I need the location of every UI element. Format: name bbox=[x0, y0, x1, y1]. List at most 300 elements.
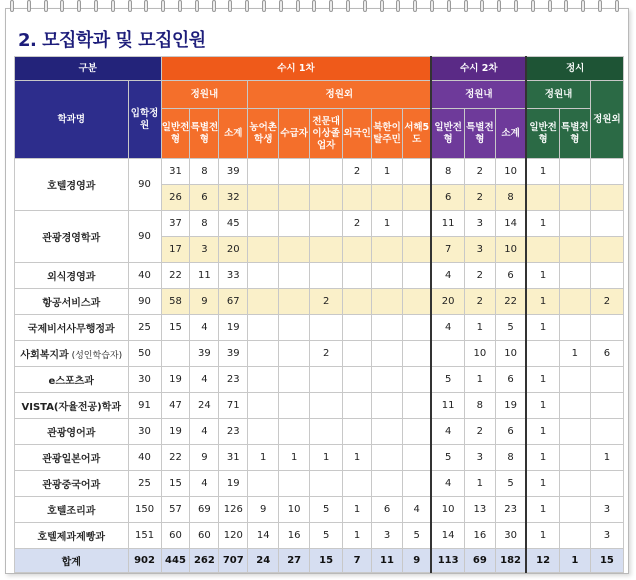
binder-ring bbox=[10, 0, 14, 12]
binder-ring bbox=[94, 0, 98, 12]
binder-ring bbox=[363, 0, 367, 12]
binder-ring bbox=[111, 0, 115, 12]
table-row bbox=[15, 341, 624, 367]
count-cell: 11 bbox=[431, 393, 464, 419]
count-cell bbox=[590, 211, 623, 237]
count-cell: 1 bbox=[526, 367, 559, 393]
count-cell bbox=[310, 211, 343, 237]
quota-cell: 25 bbox=[128, 471, 161, 497]
count-cell: 5 bbox=[431, 367, 464, 393]
count-cell bbox=[559, 445, 590, 471]
count-cell: 19 bbox=[219, 315, 248, 341]
count-cell bbox=[559, 471, 590, 497]
count-cell: 2 bbox=[464, 419, 495, 445]
count-cell: 10 bbox=[464, 341, 495, 367]
count-cell bbox=[310, 471, 343, 497]
count-cell bbox=[402, 289, 431, 315]
total-cell: 1 bbox=[559, 549, 590, 573]
header-susi1: 수시 1차 bbox=[161, 57, 431, 81]
header-js-out: 정원외 bbox=[590, 81, 623, 159]
count-cell bbox=[590, 393, 623, 419]
count-cell: 39 bbox=[190, 341, 219, 367]
count-cell bbox=[248, 289, 279, 315]
count-cell: 1 bbox=[526, 211, 559, 237]
table-row bbox=[15, 263, 624, 289]
count-cell: 24 bbox=[190, 393, 219, 419]
binder-ring bbox=[430, 0, 434, 12]
count-cell bbox=[590, 367, 623, 393]
table-row bbox=[15, 367, 624, 393]
count-cell: 120 bbox=[219, 523, 248, 549]
count-cell: 17 bbox=[161, 237, 190, 263]
total-cell: 9 bbox=[402, 549, 431, 573]
count-cell: 69 bbox=[190, 497, 219, 523]
count-cell: 10 bbox=[279, 497, 310, 523]
binder-ring bbox=[178, 0, 182, 12]
count-cell bbox=[343, 315, 372, 341]
binder-ring bbox=[60, 0, 64, 12]
count-cell bbox=[590, 471, 623, 497]
count-cell bbox=[279, 289, 310, 315]
count-cell: 8 bbox=[190, 159, 219, 185]
count-cell bbox=[526, 237, 559, 263]
count-cell bbox=[279, 211, 310, 237]
dept-name: e스포츠과 bbox=[15, 367, 129, 393]
total-cell: 27 bbox=[279, 549, 310, 573]
total-cell: 445 bbox=[161, 549, 190, 573]
col-s2-general: 일반전형 bbox=[431, 109, 464, 159]
count-cell: 14 bbox=[431, 523, 464, 549]
count-cell bbox=[402, 367, 431, 393]
count-cell: 8 bbox=[495, 185, 526, 211]
total-cell: 15 bbox=[310, 549, 343, 573]
count-cell bbox=[248, 471, 279, 497]
table-row bbox=[15, 523, 624, 549]
count-cell bbox=[372, 445, 403, 471]
count-cell bbox=[590, 315, 623, 341]
count-cell bbox=[526, 185, 559, 211]
quota-cell: 30 bbox=[128, 419, 161, 445]
count-cell: 1 bbox=[343, 497, 372, 523]
count-cell: 5 bbox=[495, 471, 526, 497]
count-cell: 2 bbox=[464, 263, 495, 289]
count-cell: 4 bbox=[431, 419, 464, 445]
col-s2-special: 특별전형 bbox=[464, 109, 495, 159]
count-cell: 3 bbox=[372, 523, 403, 549]
count-cell: 1 bbox=[526, 263, 559, 289]
count-cell bbox=[559, 289, 590, 315]
count-cell: 1 bbox=[343, 523, 372, 549]
count-cell: 1 bbox=[526, 393, 559, 419]
count-cell bbox=[372, 341, 403, 367]
quota-cell: 151 bbox=[128, 523, 161, 549]
count-cell bbox=[402, 393, 431, 419]
binder-ring bbox=[44, 0, 48, 12]
count-cell: 2 bbox=[343, 211, 372, 237]
table-row bbox=[15, 445, 624, 471]
count-cell bbox=[590, 419, 623, 445]
header-s2-in: 정원내 bbox=[431, 81, 526, 109]
count-cell bbox=[559, 237, 590, 263]
count-cell: 8 bbox=[431, 159, 464, 185]
header-group: 구분 bbox=[15, 57, 162, 81]
table-row bbox=[15, 419, 624, 445]
count-cell bbox=[279, 237, 310, 263]
count-cell: 1 bbox=[464, 367, 495, 393]
count-cell: 32 bbox=[219, 185, 248, 211]
count-cell bbox=[590, 185, 623, 211]
count-cell: 1 bbox=[279, 445, 310, 471]
count-cell: 23 bbox=[219, 367, 248, 393]
count-cell bbox=[372, 419, 403, 445]
count-cell: 10 bbox=[431, 497, 464, 523]
count-cell bbox=[402, 237, 431, 263]
binder-ring bbox=[447, 0, 451, 12]
count-cell: 26 bbox=[161, 185, 190, 211]
count-cell bbox=[402, 211, 431, 237]
table-row bbox=[15, 159, 624, 185]
count-cell: 31 bbox=[219, 445, 248, 471]
dept-name: 호텔제과제빵과 bbox=[15, 523, 129, 549]
count-cell: 5 bbox=[310, 497, 343, 523]
binder-ring bbox=[228, 0, 232, 12]
header-dept: 학과명 bbox=[15, 81, 129, 159]
count-cell: 60 bbox=[161, 523, 190, 549]
total-cell: 24 bbox=[248, 549, 279, 573]
count-cell bbox=[279, 367, 310, 393]
count-cell: 20 bbox=[219, 237, 248, 263]
count-cell: 16 bbox=[464, 523, 495, 549]
count-cell: 4 bbox=[431, 471, 464, 497]
count-cell bbox=[372, 237, 403, 263]
dept-name: 항공서비스과 bbox=[15, 289, 129, 315]
table-row bbox=[15, 211, 624, 237]
count-cell bbox=[279, 315, 310, 341]
count-cell bbox=[310, 185, 343, 211]
col-s1-special: 특별전형 bbox=[190, 109, 219, 159]
count-cell bbox=[372, 367, 403, 393]
count-cell: 19 bbox=[495, 393, 526, 419]
col-s1-foreign: 외국인 bbox=[343, 109, 372, 159]
count-cell: 14 bbox=[495, 211, 526, 237]
col-js-general: 일반전형 bbox=[526, 109, 559, 159]
count-cell: 1 bbox=[590, 445, 623, 471]
quota-cell: 40 bbox=[128, 263, 161, 289]
count-cell: 3 bbox=[464, 211, 495, 237]
count-cell: 126 bbox=[219, 497, 248, 523]
count-cell bbox=[431, 341, 464, 367]
count-cell: 2 bbox=[464, 185, 495, 211]
count-cell bbox=[402, 471, 431, 497]
count-cell: 3 bbox=[190, 237, 219, 263]
count-cell: 11 bbox=[190, 263, 219, 289]
count-cell: 1 bbox=[372, 159, 403, 185]
count-cell bbox=[343, 393, 372, 419]
count-cell: 6 bbox=[590, 341, 623, 367]
count-cell: 3 bbox=[590, 523, 623, 549]
count-cell: 30 bbox=[495, 523, 526, 549]
binder-ring bbox=[195, 0, 199, 12]
count-cell bbox=[343, 341, 372, 367]
count-cell: 1 bbox=[526, 497, 559, 523]
col-s1-farm: 농어촌학생 bbox=[248, 109, 279, 159]
total-cell: 182 bbox=[495, 549, 526, 573]
count-cell: 2 bbox=[310, 289, 343, 315]
binder-ring bbox=[144, 0, 148, 12]
count-cell bbox=[372, 393, 403, 419]
count-cell: 2 bbox=[464, 289, 495, 315]
count-cell: 5 bbox=[402, 523, 431, 549]
count-cell: 39 bbox=[219, 159, 248, 185]
count-cell bbox=[343, 367, 372, 393]
quota-cell: 40 bbox=[128, 445, 161, 471]
count-cell bbox=[402, 419, 431, 445]
binder-ring bbox=[564, 0, 568, 12]
count-cell: 10 bbox=[495, 237, 526, 263]
header-susi2: 수시 2차 bbox=[431, 57, 526, 81]
count-cell bbox=[402, 185, 431, 211]
total-cell: 262 bbox=[190, 549, 219, 573]
quota-cell: 90 bbox=[128, 159, 161, 211]
count-cell bbox=[402, 341, 431, 367]
total-quota: 902 bbox=[128, 549, 161, 573]
count-cell: 14 bbox=[248, 523, 279, 549]
count-cell: 3 bbox=[464, 237, 495, 263]
table-body bbox=[15, 159, 624, 573]
binder-ring bbox=[77, 0, 81, 12]
count-cell: 15 bbox=[161, 315, 190, 341]
count-cell: 4 bbox=[190, 315, 219, 341]
binder-ring bbox=[413, 0, 417, 12]
total-cell: 11 bbox=[372, 549, 403, 573]
count-cell: 2 bbox=[590, 289, 623, 315]
binder-ring bbox=[312, 0, 316, 12]
count-cell bbox=[161, 341, 190, 367]
count-cell bbox=[279, 159, 310, 185]
binder-ring bbox=[380, 0, 384, 12]
count-cell: 37 bbox=[161, 211, 190, 237]
count-cell: 22 bbox=[495, 289, 526, 315]
total-cell: 15 bbox=[590, 549, 623, 573]
count-cell bbox=[248, 419, 279, 445]
count-cell: 1 bbox=[526, 445, 559, 471]
count-cell bbox=[372, 263, 403, 289]
count-cell: 2 bbox=[310, 341, 343, 367]
binder-ring bbox=[581, 0, 585, 12]
count-cell bbox=[248, 367, 279, 393]
count-cell bbox=[343, 263, 372, 289]
count-cell bbox=[310, 237, 343, 263]
binder-ring bbox=[245, 0, 249, 12]
count-cell bbox=[279, 185, 310, 211]
count-cell bbox=[248, 211, 279, 237]
count-cell bbox=[279, 471, 310, 497]
count-cell bbox=[343, 289, 372, 315]
total-row bbox=[15, 549, 624, 573]
count-cell bbox=[248, 237, 279, 263]
binder-ring bbox=[329, 0, 333, 12]
binder-ring bbox=[480, 0, 484, 12]
count-cell bbox=[279, 341, 310, 367]
admission-table bbox=[14, 56, 624, 573]
dept-name: 호텔경영과 bbox=[15, 159, 129, 211]
total-cell: 12 bbox=[526, 549, 559, 573]
count-cell: 23 bbox=[495, 497, 526, 523]
dept-name: 관광중국어과 bbox=[15, 471, 129, 497]
count-cell: 6 bbox=[495, 263, 526, 289]
count-cell bbox=[343, 419, 372, 445]
count-cell: 2 bbox=[343, 159, 372, 185]
col-js-special: 특별전형 bbox=[559, 109, 590, 159]
count-cell bbox=[372, 471, 403, 497]
total-cell: 7 bbox=[343, 549, 372, 573]
count-cell bbox=[559, 367, 590, 393]
binder-ring bbox=[296, 0, 300, 12]
count-cell bbox=[372, 185, 403, 211]
count-cell: 13 bbox=[464, 497, 495, 523]
count-cell bbox=[343, 471, 372, 497]
count-cell: 47 bbox=[161, 393, 190, 419]
count-cell bbox=[372, 315, 403, 341]
count-cell: 23 bbox=[219, 419, 248, 445]
count-cell: 4 bbox=[431, 263, 464, 289]
count-cell: 4 bbox=[190, 367, 219, 393]
total-cell: 707 bbox=[219, 549, 248, 573]
dept-name: 관광영어과 bbox=[15, 419, 129, 445]
count-cell: 1 bbox=[526, 471, 559, 497]
count-cell: 6 bbox=[495, 367, 526, 393]
count-cell: 8 bbox=[190, 211, 219, 237]
count-cell bbox=[310, 367, 343, 393]
binder-ring bbox=[279, 0, 283, 12]
col-s1-island: 서해5도 bbox=[402, 109, 431, 159]
count-cell bbox=[310, 159, 343, 185]
count-cell: 22 bbox=[161, 445, 190, 471]
binder-ring bbox=[346, 0, 350, 12]
count-cell bbox=[279, 393, 310, 419]
count-cell: 9 bbox=[190, 289, 219, 315]
header-s1-out: 정원외 bbox=[248, 81, 432, 109]
binder-ring bbox=[464, 0, 468, 12]
quota-cell: 91 bbox=[128, 393, 161, 419]
count-cell: 1 bbox=[343, 445, 372, 471]
binder-ring bbox=[212, 0, 216, 12]
count-cell bbox=[559, 315, 590, 341]
count-cell: 22 bbox=[161, 263, 190, 289]
count-cell bbox=[248, 315, 279, 341]
count-cell: 71 bbox=[219, 393, 248, 419]
count-cell bbox=[559, 419, 590, 445]
quota-cell: 30 bbox=[128, 367, 161, 393]
count-cell bbox=[343, 237, 372, 263]
count-cell bbox=[248, 185, 279, 211]
count-cell bbox=[590, 237, 623, 263]
count-cell bbox=[248, 393, 279, 419]
count-cell: 4 bbox=[431, 315, 464, 341]
dept-name: 관광일본어과 bbox=[15, 445, 129, 471]
count-cell: 60 bbox=[190, 523, 219, 549]
count-cell: 19 bbox=[161, 419, 190, 445]
count-cell: 1 bbox=[559, 341, 590, 367]
count-cell bbox=[310, 263, 343, 289]
count-cell: 1 bbox=[526, 315, 559, 341]
count-cell: 3 bbox=[464, 445, 495, 471]
table-row bbox=[15, 315, 624, 341]
count-cell: 4 bbox=[190, 471, 219, 497]
header-js-in: 정원내 bbox=[526, 81, 590, 109]
total-cell: 113 bbox=[431, 549, 464, 573]
count-cell: 20 bbox=[431, 289, 464, 315]
count-cell: 1 bbox=[526, 523, 559, 549]
count-cell: 1 bbox=[372, 211, 403, 237]
quota-cell: 90 bbox=[128, 211, 161, 263]
col-s1-general: 일반전형 bbox=[161, 109, 190, 159]
count-cell: 9 bbox=[190, 445, 219, 471]
count-cell bbox=[248, 341, 279, 367]
total-cell: 69 bbox=[464, 549, 495, 573]
binder-ring bbox=[262, 0, 266, 12]
count-cell bbox=[559, 185, 590, 211]
count-cell: 19 bbox=[219, 471, 248, 497]
dept-name: 국제비서사무행정과 bbox=[15, 315, 129, 341]
col-s2-sub: 소계 bbox=[495, 109, 526, 159]
table-row bbox=[15, 471, 624, 497]
count-cell bbox=[310, 315, 343, 341]
count-cell bbox=[559, 497, 590, 523]
binder-rings bbox=[10, 0, 626, 12]
count-cell bbox=[279, 263, 310, 289]
header-quota: 입학정원 bbox=[128, 81, 161, 159]
count-cell: 57 bbox=[161, 497, 190, 523]
count-cell bbox=[526, 341, 559, 367]
count-cell bbox=[343, 185, 372, 211]
count-cell: 33 bbox=[219, 263, 248, 289]
count-cell bbox=[559, 211, 590, 237]
dept-name: 호텔조리과 bbox=[15, 497, 129, 523]
binder-ring bbox=[531, 0, 535, 12]
count-cell: 8 bbox=[495, 445, 526, 471]
quota-cell: 150 bbox=[128, 497, 161, 523]
count-cell: 3 bbox=[590, 497, 623, 523]
count-cell: 15 bbox=[161, 471, 190, 497]
count-cell bbox=[248, 159, 279, 185]
count-cell bbox=[402, 159, 431, 185]
binder-ring bbox=[396, 0, 400, 12]
count-cell: 1 bbox=[464, 315, 495, 341]
count-cell: 5 bbox=[310, 523, 343, 549]
count-cell: 16 bbox=[279, 523, 310, 549]
count-cell: 9 bbox=[248, 497, 279, 523]
binder-ring bbox=[497, 0, 501, 12]
count-cell: 10 bbox=[495, 341, 526, 367]
count-cell: 7 bbox=[431, 237, 464, 263]
table-row bbox=[15, 289, 624, 315]
count-cell: 8 bbox=[464, 393, 495, 419]
count-cell bbox=[402, 315, 431, 341]
dept-name: VISTA(자율전공)학과 bbox=[15, 393, 129, 419]
count-cell: 31 bbox=[161, 159, 190, 185]
quota-cell: 90 bbox=[128, 289, 161, 315]
col-s1-college: 전문대이상졸업자 bbox=[310, 109, 343, 159]
count-cell: 2 bbox=[464, 159, 495, 185]
count-cell: 6 bbox=[372, 497, 403, 523]
count-cell: 1 bbox=[310, 445, 343, 471]
binder-ring bbox=[615, 0, 619, 12]
col-s1-nk: 북한이탈주민 bbox=[372, 109, 403, 159]
col-s1-sub: 소계 bbox=[219, 109, 248, 159]
dept-name: 사회복지과 (성인학습자) bbox=[15, 341, 129, 367]
count-cell: 1 bbox=[526, 419, 559, 445]
